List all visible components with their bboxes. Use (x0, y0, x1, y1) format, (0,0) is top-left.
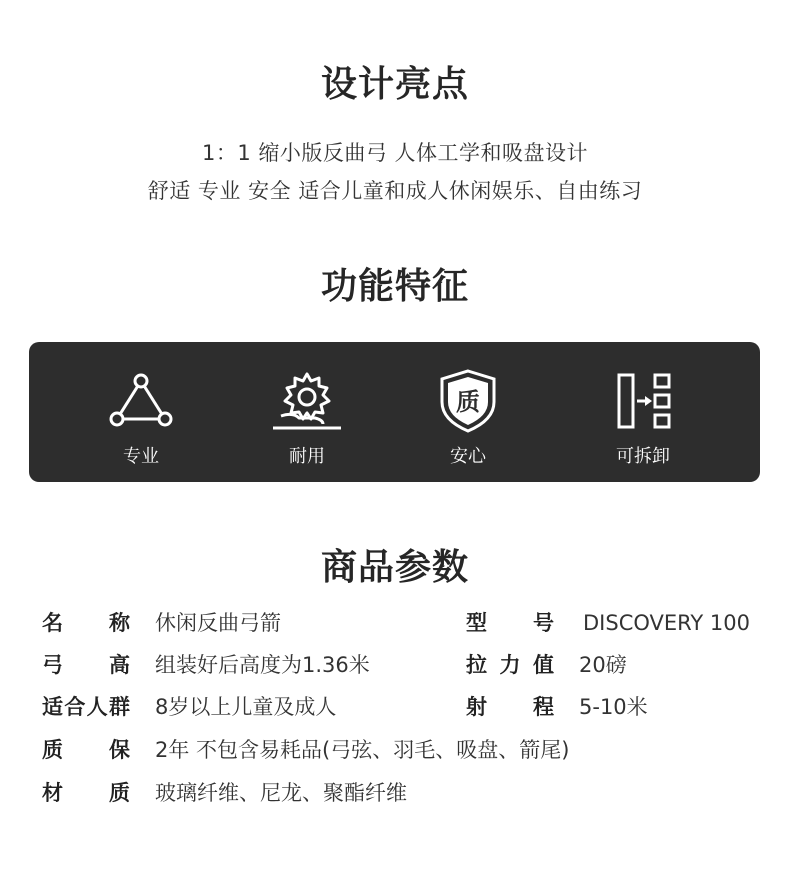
param-value: 8岁以上儿童及成人 (155, 695, 337, 719)
param-value: 组装好后高度为1.36米 (155, 653, 370, 677)
params-title: 商品参数 (320, 547, 469, 588)
gear-hand-icon (237, 366, 377, 436)
param-row-warranty (42, 732, 742, 768)
feature-detachable (573, 342, 713, 482)
param-row-material (42, 775, 542, 811)
param-row-bow-height (42, 647, 442, 683)
feature-label-detachable: 可拆卸 (616, 446, 670, 467)
param-key: 弓高 (42, 653, 130, 677)
feature-label-professional: 专业 (123, 446, 159, 467)
shield-quality-text: 质 (456, 388, 480, 416)
param-key: 材质 (42, 781, 130, 805)
feature-durable (237, 342, 377, 482)
feature-label-secure: 安心 (450, 446, 486, 467)
feature-secure (398, 342, 538, 482)
design-highlights-title: 设计亮点 (320, 64, 469, 105)
param-value: DISCOVERY 100 (583, 611, 750, 635)
shield-quality-icon (398, 366, 538, 436)
param-row-draw-weight (466, 647, 766, 683)
detachable-icon (573, 366, 713, 436)
param-key: 拉力值 (466, 653, 554, 677)
param-row-model (466, 605, 766, 641)
param-key: 名称 (42, 611, 130, 635)
param-value: 玻璃纤维、尼龙、聚酯纤维 (155, 781, 407, 805)
param-key: 适合人群 (42, 695, 130, 719)
param-value: 休闲反曲弓箭 (155, 611, 281, 635)
param-key: 质保 (42, 738, 130, 762)
features-panel (29, 342, 760, 482)
param-key: 型号 (466, 611, 554, 635)
param-row-range (466, 689, 766, 725)
triangle-network-icon (71, 366, 211, 436)
design-line-1: 1：1 缩小版反曲弓 人体工学和吸盘设计 (201, 141, 589, 165)
features-title: 功能特征 (320, 266, 469, 307)
param-row-name (42, 605, 442, 641)
feature-label-durable: 耐用 (289, 446, 325, 467)
feature-professional (71, 342, 211, 482)
param-key: 射程 (466, 695, 554, 719)
param-value: 5-10米 (579, 695, 648, 719)
param-value: 20磅 (579, 653, 627, 677)
param-row-suitable (42, 689, 442, 725)
design-line-2: 舒适 专业 安全 适合儿童和成人休闲娱乐、自由练习 (147, 179, 643, 203)
param-value: 2年 不包含易耗品(弓弦、羽毛、吸盘、箭尾) (155, 738, 570, 762)
